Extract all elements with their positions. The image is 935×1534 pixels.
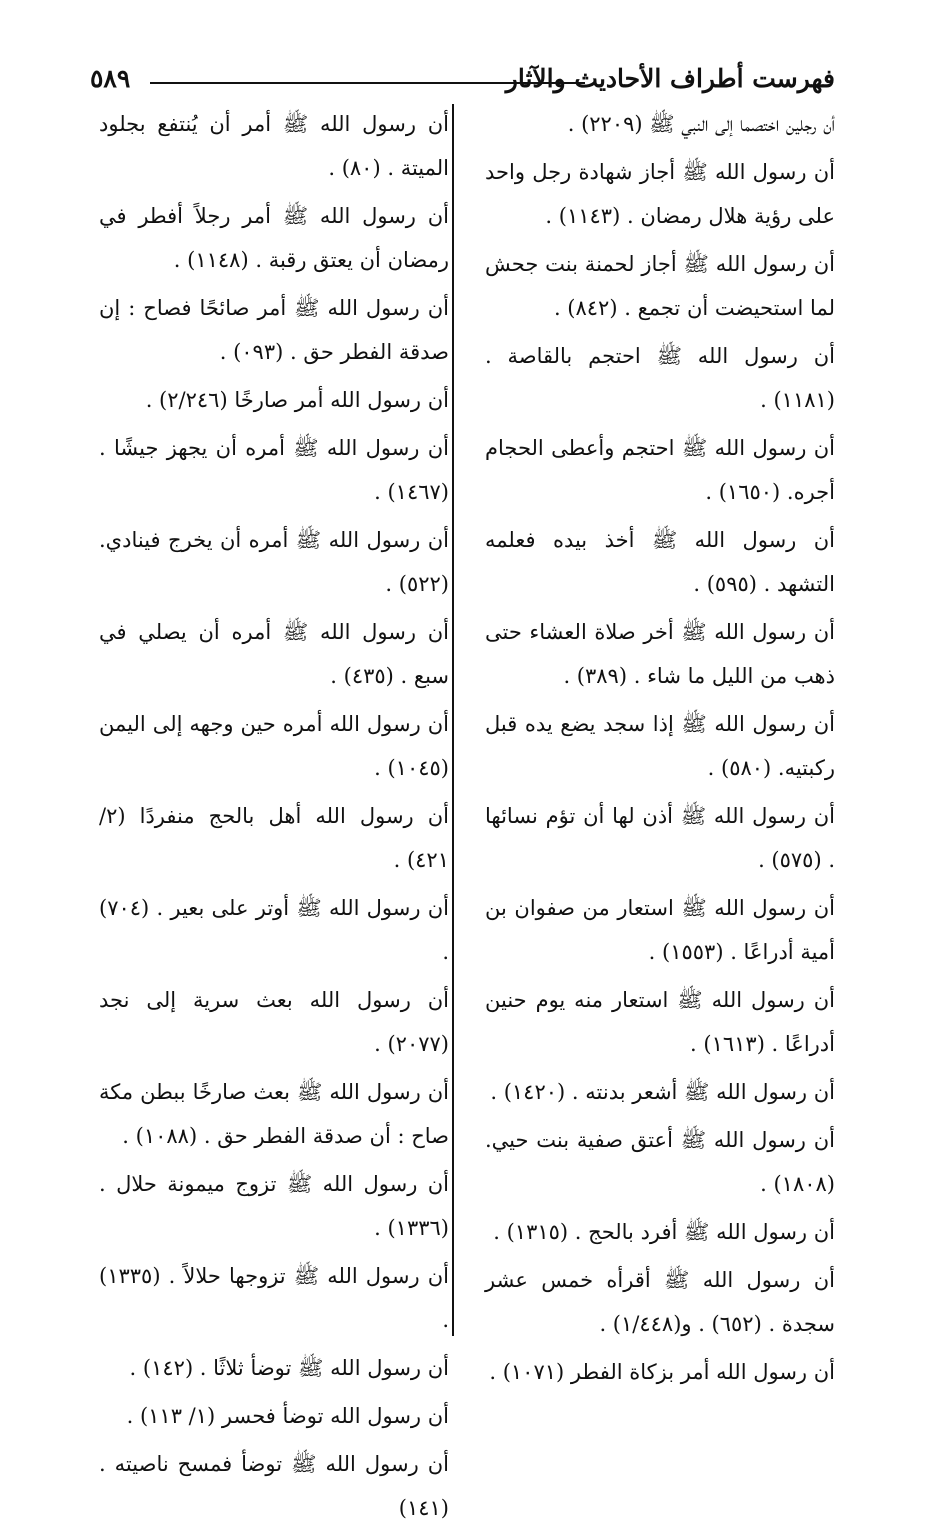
left-column: [99, 102, 449, 1534]
index-entry: أن رسول الله ﷺ أشعر بدنته . (١٤٢٠) .: [490, 1080, 835, 1104]
index-entry: أن رسول الله ﷺ أخر صلاة العشاء حتى ذهب من الليل ما شاء . (٣٨٩) .: [485, 620, 835, 688]
index-entry: أن رسول الله ﷺ أذن لها أن تؤم نسائها . (٥٧٥) .: [485, 804, 835, 872]
index-entry: أن رسول الله أمر صارخًا (٢/٢٤٦) .: [145, 388, 449, 412]
index-entry: أن رسول الله ﷺ تزوج ميمونة حلال . (١٣٣٦) .: [99, 1172, 449, 1240]
index-entry: أن رجلين اختصما إلى النبي ﷺ (٢٢٠٩) .: [567, 112, 835, 136]
page-header: [90, 62, 835, 102]
index-entry: أن رسول الله ﷺ توضأ فمسح ناصيته . (١٤١): [99, 1452, 449, 1520]
index-entry: أن رسول الله ﷺ أوتر على بعير . (٧٠٤) .: [99, 896, 449, 964]
index-entry: أن رسول الله ﷺ تزوجها حلالاً . (١٣٣٥) .: [99, 1264, 449, 1332]
index-entry: أن رسول الله أمر بزكاة الفطر (١٠٧١) .: [489, 1360, 835, 1384]
index-entry: أن رسول الله ﷺ احتجم بالقاصة . (١١٨١) .: [485, 344, 835, 412]
index-entry: أن رسول الله ﷺ أمر أن يُنتفع بجلود الميتة . (٨٠) .: [99, 112, 449, 180]
index-entry: أن رسول الله ﷺ أمر رجلاً أفطر في رمضان أن يعتق رقبة . (١١٤٨) .: [99, 204, 449, 272]
index-entry: أن رسول الله ﷺ أقرأه خمس عشر سجدة . (٦٥٢) . و(١/٤٤٨) .: [485, 1268, 835, 1336]
index-entry: أن رسول الله ﷺ توضأ ثلاثًا . (١٤٢) .: [129, 1356, 449, 1380]
index-entry: أن رسول الله ﷺ أمره أن يخرج فينادي. (٥٢٢) .: [99, 528, 449, 596]
index-entry: أن رسول الله ﷺ أمر صائحًا فصاح : إن صدقة الفطر حق . (٠٩٣) .: [99, 296, 449, 364]
index-entry: أن رسول الله ﷺ أفرد بالحج . (١٣١٥) .: [493, 1220, 835, 1244]
page-number: ٥٨٩: [90, 64, 131, 93]
index-entry: أن رسول الله ﷺ استعار منه يوم حنين أدراعًا . (١٦١٣) .: [485, 988, 835, 1056]
running-title: فهرست أطراف الأحاديث والآثار: [505, 64, 835, 93]
index-entry: أن رسول الله توضأ فحسر (١/ ١١٣) .: [126, 1404, 449, 1428]
index-entry: أن رسول الله ﷺ استعار من صفوان بن أمية أدراعًا . (١٥٥٣) .: [485, 896, 835, 964]
index-entry: أن رسول الله ﷺ أمره أن يصلي في سبع . (٤٣٥) .: [99, 620, 449, 688]
index-entry: أن رسول الله أهل بالحج منفردًا (٢/ ٤٢١) .: [99, 804, 449, 872]
index-entry: أن رسول الله ﷺ احتجم وأعطى الحجام أجره. (١٦٥٠) .: [485, 436, 835, 504]
index-entry: أن رسول الله أمره حين وجهه إلى اليمن (١٠٤٥) .: [99, 712, 449, 780]
right-column: [485, 102, 835, 1398]
index-entry: أن رسول الله ﷺ بعث صارخًا ببطن مكة صاح : أن صدقة الفطر حق . (١٠٨٨) .: [99, 1080, 449, 1148]
index-entry: أن رسول الله ﷺ أجاز شهادة رجل واحد على رؤية هلال رمضان . (١١٤٣) .: [485, 160, 835, 228]
column-divider: [452, 104, 454, 1336]
index-entry: أن رسول الله ﷺ أعتق صفية بنت حيي. (١٨٠٨) .: [485, 1128, 835, 1196]
index-entry: أن رسول الله ﷺ أمره أن يجهز جيشًا . (١٤٦٧) .: [99, 436, 449, 504]
index-entry: أن رسول الله بعث سرية إلى نجد (٢٠٧٧) .: [99, 988, 449, 1056]
index-entry: أن رسول الله ﷺ إذا سجد يضع يده قبل ركبتيه. (٥٨٠) .: [485, 712, 835, 780]
header-rule: [150, 82, 585, 84]
index-entry: أن رسول الله ﷺ أجاز لحمنة بنت جحش لما استحيضت أن تجمع . (٨٤٢) .: [485, 252, 835, 320]
index-entry: أن رسول الله ﷺ أخذ بيده فعلمه التشهد . (٥٩٥) .: [485, 528, 835, 596]
